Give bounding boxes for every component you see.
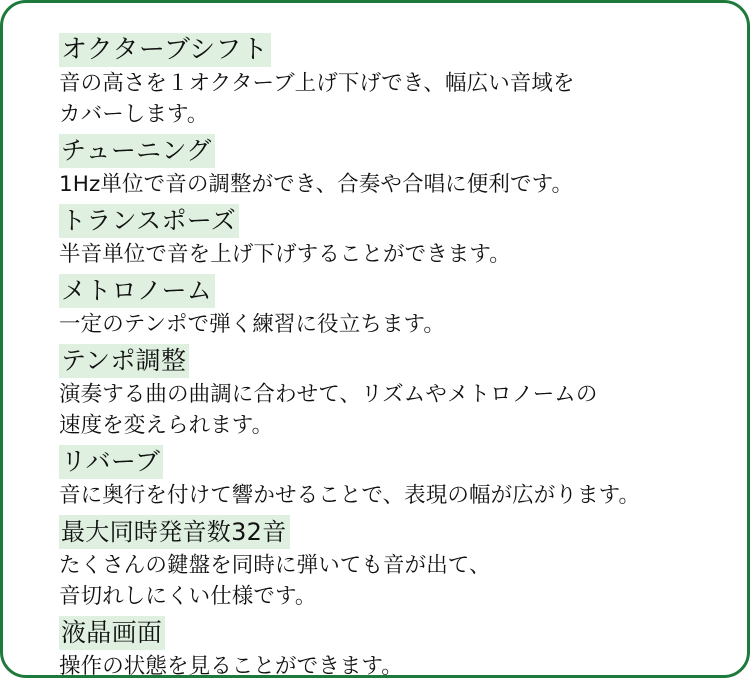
- feature-title: トランスポーズ: [59, 204, 239, 238]
- feature-description: [59, 651, 721, 682]
- feature-title: チューニング: [59, 134, 215, 168]
- feature-description-line: 1Hz単位で音の調整ができ、合奏や合唱に便利です。: [59, 172, 574, 197]
- feature-item-tempo-adjust: [59, 344, 721, 441]
- feature-description-line: 操作の状態を見ることができます。: [59, 654, 403, 679]
- feature-item-metronome: [59, 274, 721, 340]
- feature-description: [59, 169, 721, 200]
- feature-description: [59, 480, 721, 511]
- feature-description: [59, 550, 721, 612]
- feature-description: [59, 239, 721, 270]
- feature-item-tuning: [59, 134, 721, 200]
- feature-title: メトロノーム: [59, 274, 215, 308]
- feature-description: [59, 309, 721, 340]
- feature-title: リバーブ: [59, 445, 163, 479]
- feature-item-reverb: [59, 445, 721, 511]
- feature-item-lcd-screen: [59, 616, 721, 682]
- feature-list: [59, 33, 721, 682]
- feature-title: 最大同時発音数32音: [59, 515, 290, 549]
- feature-description-line: 音に奥行を付けて響かせることで、表現の幅が広がります。: [59, 483, 641, 508]
- feature-item-max-polyphony: [59, 515, 721, 612]
- feature-description: [59, 379, 721, 441]
- feature-description-line: たくさんの鍵盤を同時に弾いても音が出て、: [59, 553, 491, 578]
- feature-title: 液晶画面: [59, 616, 165, 650]
- feature-description-line: 半音単位で音を上げ下げすることができます。: [59, 242, 511, 267]
- feature-description-line: 一定のテンポで弾く練習に役立ちます。: [59, 312, 446, 337]
- feature-description-line: 速度を変えられます。: [59, 413, 274, 438]
- feature-item-octave-shift: [59, 33, 721, 130]
- feature-description-line: 演奏する曲の曲調に合わせて、リズムやメトロノームの: [59, 382, 598, 407]
- feature-title: オクターブシフト: [59, 33, 271, 67]
- feature-description: [59, 68, 721, 130]
- feature-description-line: カバーします。: [59, 102, 209, 127]
- feature-description-line: 音切れしにくい仕様です。: [59, 584, 317, 609]
- feature-title: テンポ調整: [59, 344, 189, 378]
- feature-description-line: 音の高さを１オクターブ上げ下げでき、幅広い音域を: [59, 71, 575, 96]
- feature-item-transpose: [59, 204, 721, 270]
